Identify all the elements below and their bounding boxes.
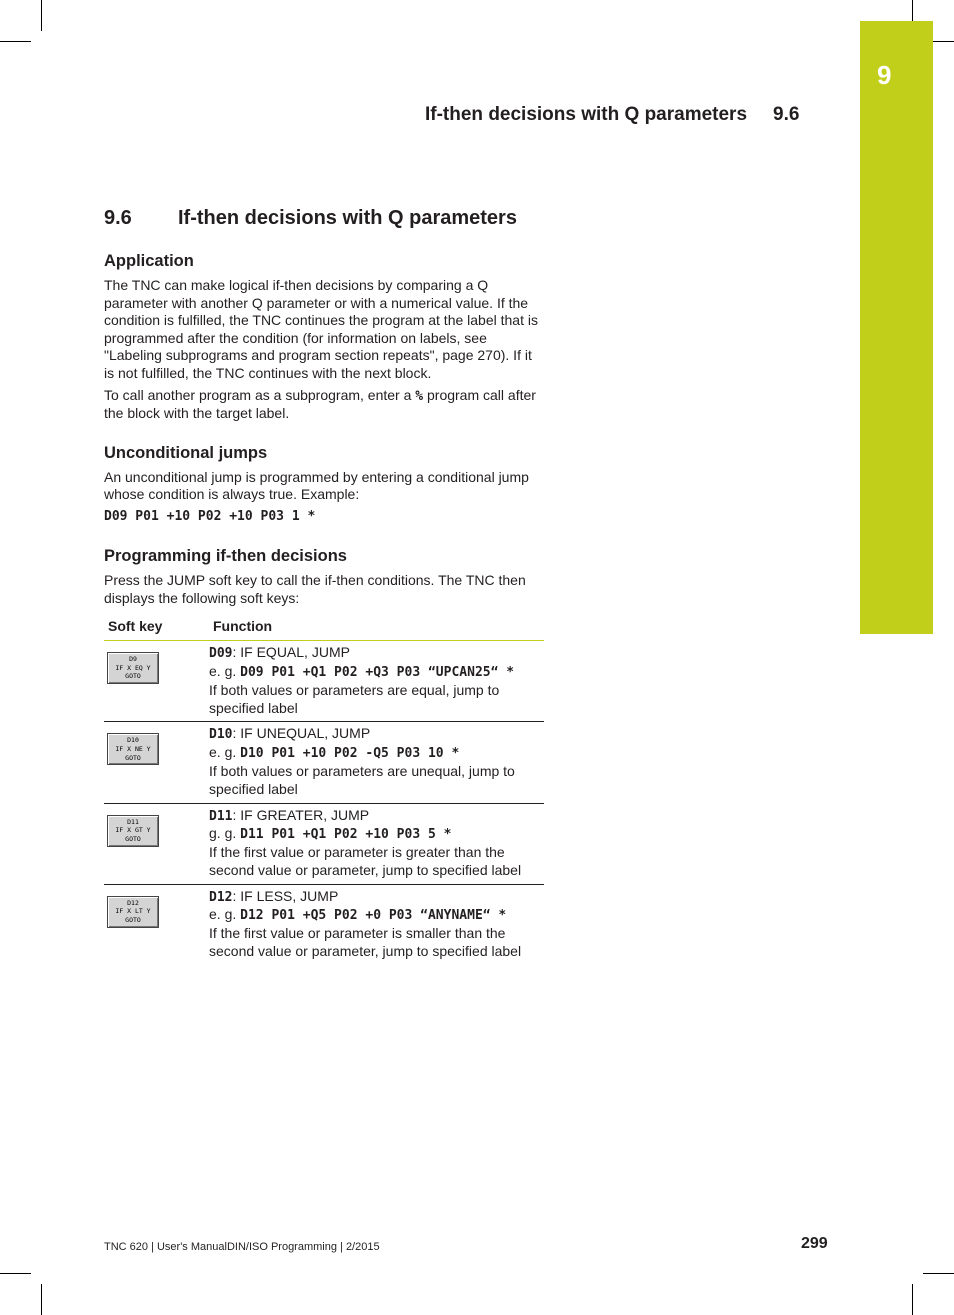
function-code: D12 [209,889,233,905]
example-code: D12 P01 +Q5 P02 +0 P03 “ANYNAME“ * [240,908,507,924]
function-example [209,663,531,682]
crop-mark [912,1284,913,1315]
function-example [209,744,531,763]
softkey-line: D11 [127,817,139,826]
application-heading: Application [104,252,194,270]
softkey-line: IF X NE Y [115,744,151,753]
section-heading [104,205,544,231]
function-title [209,807,531,826]
table-row [104,641,544,722]
softkey-cell [104,725,209,798]
function-name: : IF EQUAL, JUMP [232,644,350,661]
example-code: D09 P01 +Q1 P02 +Q3 P03 “UPCAN25“ * [240,664,515,680]
crop-mark [0,1273,31,1274]
application-p2-after: program call after the block with the target label. [104,386,536,422]
function-cell [209,807,531,880]
function-name: : IF GREATER, JUMP [232,806,370,823]
softkey-line: GOTO [125,672,141,681]
softkey-table [104,614,544,965]
percent-code: % [415,388,424,404]
function-title [209,644,531,663]
function-code: D10 [209,727,233,743]
softkey-line: IF X LT Y [115,907,151,916]
crop-mark [41,1284,42,1315]
application-paragraph-1: The TNC can make logical if-then decisions by comparing a Q parameter with another Q parameter or with a numerical value. If the condition is fulfilled, the TNC continues the program at the label that is programmed after the condition (for information on labels, see "Labeling subprograms and program section repeats", page 270). If it is not fulfilled, the TNC continues with the next block. [104,277,538,381]
softkey-d12[interactable] [107,896,159,928]
function-code: D09 [209,646,233,662]
section-number: 9.6 [104,207,132,229]
softkey-line: IF X EQ Y [115,663,151,672]
unconditional-example: D09 P01 +10 P02 +10 P03 1 * [104,508,316,524]
function-code: D11 [209,808,233,824]
function-example [209,906,531,925]
crop-mark [0,41,31,42]
softkey-d10[interactable] [107,733,159,765]
function-description: If both values or parameters are equal, jump to specified label [209,681,500,716]
function-title [209,725,531,744]
page-number: 299 [801,1235,828,1252]
running-head [425,104,799,126]
table-header [104,614,544,641]
function-name: : IF LESS, JUMP [232,887,339,904]
application-p2-before: To call another program as a subprogram, enter a [104,386,416,403]
chapter-tab [860,21,933,634]
function-title [209,888,531,907]
unconditional-paragraph: An unconditional jump is programmed by entering a conditional jump whose condition is always true. Example: [104,468,529,503]
softkey-line: GOTO [125,915,141,924]
example-code: D10 P01 +10 P02 -Q5 P03 10 * [240,746,460,762]
crop-mark [41,0,42,31]
running-head-section: 9.6 [773,104,800,125]
example-prefix: e. g. [209,744,241,761]
footer-text: TNC 620 | User's ManualDIN/ISO Programming | 2/2015 [104,1241,380,1253]
function-example [209,825,531,844]
softkey-d09[interactable] [107,652,159,684]
softkey-cell [104,888,209,961]
softkey-line: D10 [127,736,139,745]
function-cell [209,888,531,961]
programming-heading: Programming if-then decisions [104,546,347,565]
unconditional-heading: Unconditional jumps [104,443,268,462]
application-paragraph-2 [104,387,544,423]
running-head-title: If-then decisions with Q parameters [425,104,748,125]
function-description: If both values or parameters are unequal, jump to specified label [209,762,515,797]
function-description: If the first value or parameter is smaller than the second value or parameter, jump to specified label [209,925,522,960]
table-row [104,722,544,803]
column-header-function: Function [213,618,273,635]
softkey-line: D12 [127,898,139,907]
softkey-cell [104,807,209,880]
column-header-softkey: Soft key [108,618,163,635]
softkey-line: IF X GT Y [115,826,151,835]
main-content [104,205,544,965]
function-cell [209,644,531,717]
softkey-line: GOTO [125,834,141,843]
function-description: If the first value or parameter is greater than the second value or parameter, jump to specified label [209,844,522,878]
crop-mark [933,41,954,42]
softkey-d11[interactable] [107,815,159,847]
softkey-line: D9 [129,655,137,664]
section-title: If-then decisions with Q parameters [178,207,517,229]
example-code: D11 P01 +Q1 P02 +10 P03 5 * [240,827,452,843]
table-row [104,885,544,965]
crop-mark [923,1273,954,1274]
chapter-number: 9 [877,60,892,90]
example-prefix: e. g. [209,662,241,679]
softkey-cell [104,644,209,717]
crop-mark [912,0,913,21]
softkey-line: GOTO [125,753,141,762]
example-prefix: e. g. [209,906,241,923]
function-name: : IF UNEQUAL, JUMP [232,725,371,742]
table-row [104,804,544,885]
programming-paragraph: Press the JUMP soft key to call the if-then conditions. The TNC then displays the following soft keys: [104,571,526,606]
example-prefix: g. g. [209,825,241,842]
function-cell [209,725,531,798]
